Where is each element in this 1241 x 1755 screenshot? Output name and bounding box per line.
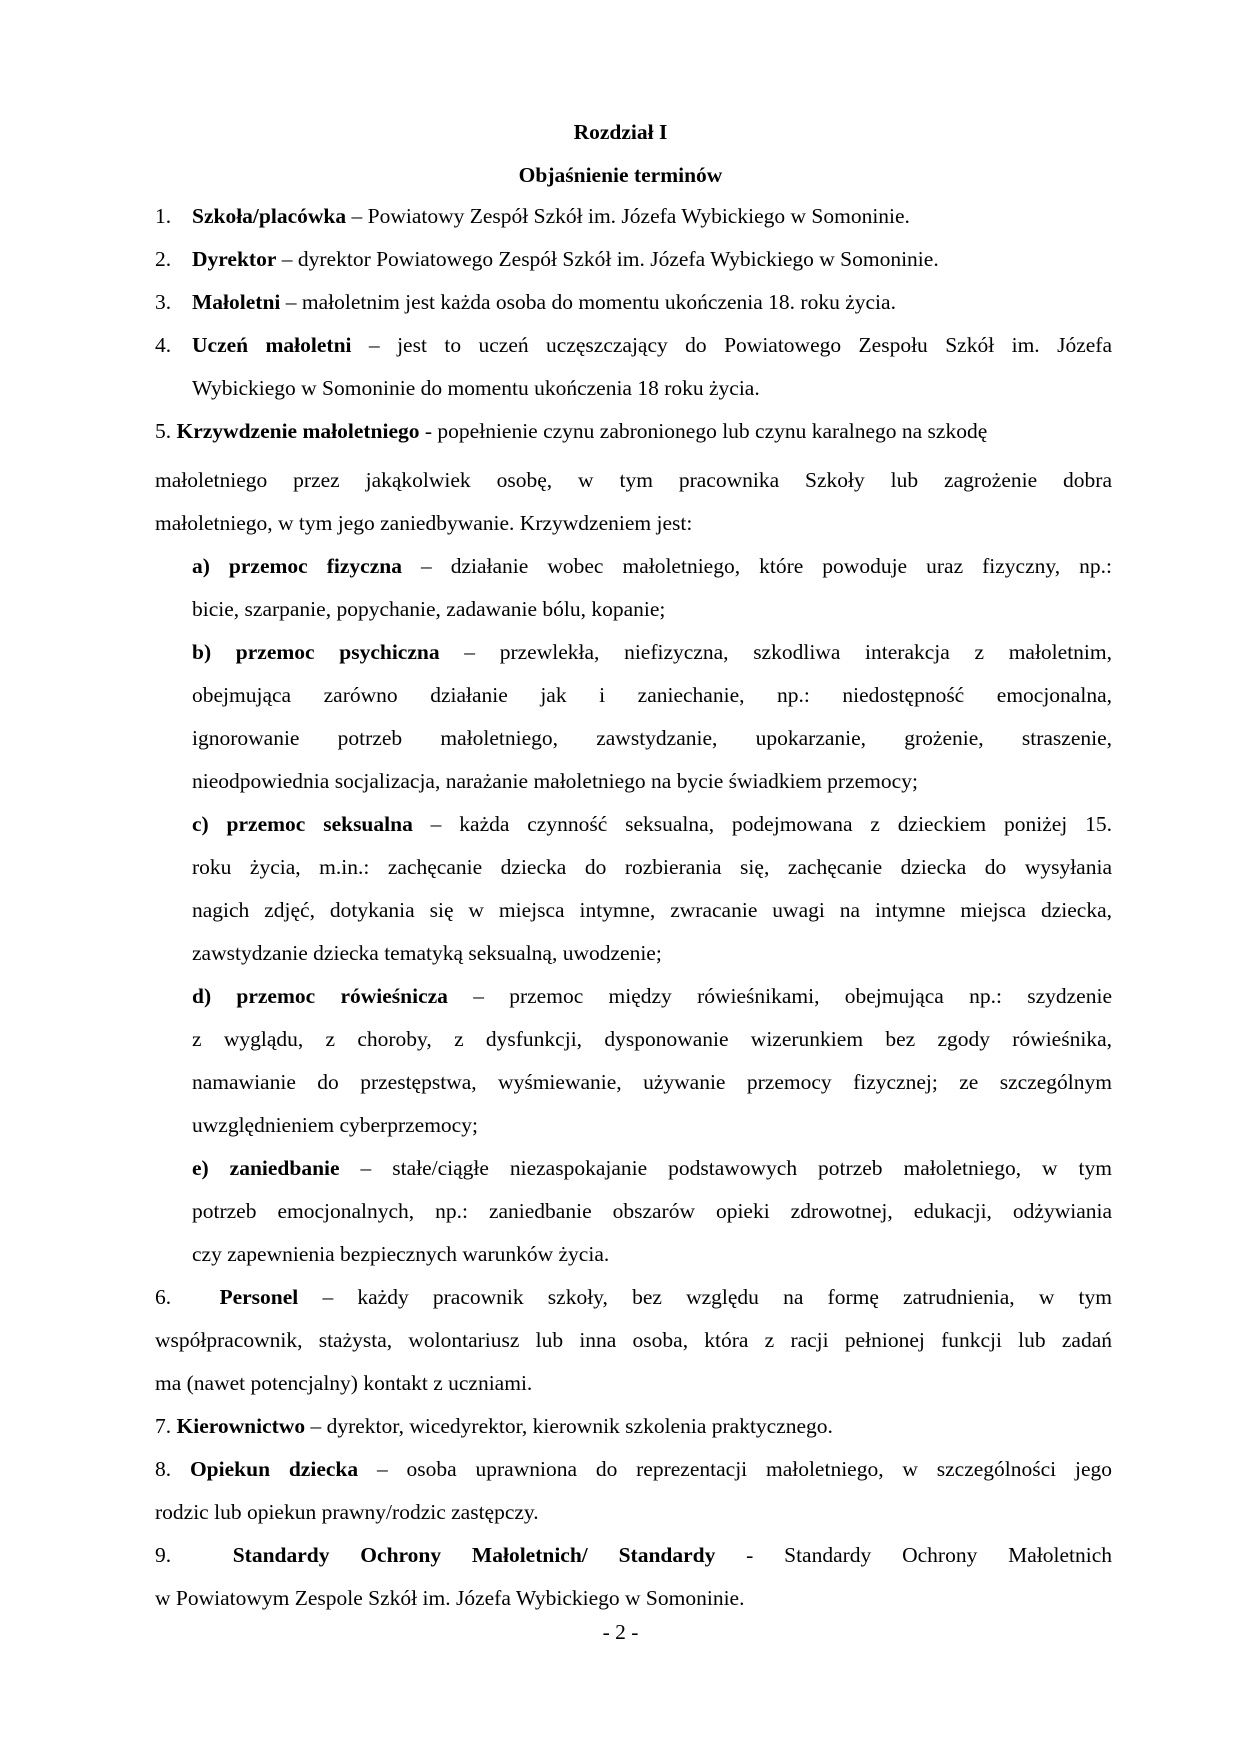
list-item <box>192 292 896 314</box>
term: Dyrektor <box>192 247 277 271</box>
term: Kierownictwo <box>176 1414 306 1438</box>
list-item <box>192 335 1112 357</box>
list-item-continuation: rodzic lub opiekun prawny/rodzic zastępczy. <box>155 1500 539 1524</box>
subitem <box>192 556 1112 578</box>
subitem-continuation: obejmująca zarówno działanie jak i zaniechanie, np.: niedostępność emocjonalna, <box>192 683 1112 707</box>
definition: – przemoc między rówieśnikami, obejmująca np.: szydzenie <box>447 984 1112 1008</box>
item-number: 2. <box>155 247 172 271</box>
list-item-continuation: małoletniego przez jakąkolwiek osobę, w tym pracownika Szkoły lub zagrożenie dobra <box>155 468 1112 492</box>
list-item-continuation: współpracownik, stażysta, wolontariusz lub inna osoba, która z racji pełnionej funkcji lub zadań <box>155 1328 1112 1352</box>
definition: – Powiatowy Zespół Szkół im. Józefa Wybickiego w Somoninie. <box>346 204 910 228</box>
list-item-continuation: w Powiatowym Zespole Szkół im. Józefa Wybickiego w Somoninie. <box>155 1586 745 1610</box>
subitem-continuation: roku życia, m.in.: zachęcanie dziecka do rozbierania się, zachęcanie dziecka do wysyłania <box>192 855 1112 879</box>
subitem <box>192 1158 1112 1180</box>
item-number: 9. <box>155 1543 172 1567</box>
term: Personel <box>219 1285 299 1309</box>
list-item <box>192 206 910 228</box>
item-number: 3. <box>155 290 172 314</box>
list-item <box>155 1416 833 1438</box>
list-item-continuation: ma (nawet potencjalny) kontakt z uczniami. <box>155 1371 533 1395</box>
item-number: 8. <box>155 1457 172 1481</box>
subitem <box>192 642 1112 664</box>
definition: - popełnienie czynu zabronionego lub czynu karalnego na szkodę <box>419 419 988 443</box>
term: c) przemoc seksualna <box>192 812 413 836</box>
subitem-continuation: zawstydzanie dziecka tematyką seksualną, uwodzenie; <box>192 941 662 965</box>
subitem-continuation: bicie, szarpanie, popychanie, zadawanie bólu, kopanie; <box>192 597 666 621</box>
term: a) przemoc fizyczna <box>192 554 402 578</box>
subitem-continuation: nagich zdjęć, dotykania się w miejsca intymne, zwracanie uwagi na intymne miejsca dziecka, <box>192 898 1112 922</box>
list-item <box>155 421 987 443</box>
subitem <box>192 986 1112 1008</box>
definition: – każda czynność seksualna, podejmowana z dzieckiem poniżej 15. <box>412 812 1112 836</box>
item-number: 4. <box>155 333 172 357</box>
subitem-continuation: potrzeb emocjonalnych, np.: zaniedbanie obszarów opieki zdrowotnej, edukacji, odżywiania <box>192 1199 1112 1223</box>
definition: – małoletnim jest każda osoba do momentu ukończenia 18. roku życia. <box>280 290 896 314</box>
definition: – przewlekła, niefizyczna, szkodliwa interakcja z małoletnim, <box>439 640 1112 664</box>
definition: – osoba uprawniona do reprezentacji małoletniego, w szczególności jego <box>358 1457 1112 1481</box>
subitem-continuation: uwzględnieniem cyberprzemocy; <box>192 1113 478 1137</box>
definition: – działanie wobec małoletniego, które powoduje uraz fizyczny, np.: <box>401 554 1112 578</box>
subitem-continuation: czy zapewnienia bezpiecznych warunków życia. <box>192 1242 610 1266</box>
list-item <box>155 1459 1112 1481</box>
term: Uczeń małoletni <box>192 333 352 357</box>
definition: – dyrektor Powiatowego Zespół Szkół im. Józefa Wybickiego w Somoninie. <box>276 247 939 271</box>
definition: – dyrektor, wicedyrektor, kierownik szkolenia praktycznego. <box>305 1414 833 1438</box>
page-number: - 2 - <box>602 1620 639 1644</box>
subitem-continuation: z wyglądu, z choroby, z dysfunkcji, dysponowanie wizerunkiem bez zgody rówieśnika, <box>192 1027 1112 1051</box>
term: Małoletni <box>192 290 281 314</box>
chapter-heading: Rozdział I <box>573 120 668 144</box>
subitem <box>192 814 1112 836</box>
term: Krzywdzenie małoletniego <box>176 419 420 443</box>
subitem-continuation: namawianie do przestępstwa, wyśmiewanie, używanie przemocy fizycznej; ze szczególnym <box>192 1070 1112 1094</box>
item-number: 7. <box>155 1414 172 1438</box>
item-number: 6. <box>155 1285 172 1309</box>
definition: - Standardy Ochrony Małoletnich <box>715 1543 1112 1567</box>
term: Opiekun dziecka <box>189 1457 359 1481</box>
list-item-continuation: Wybickiego w Somoninie do momentu ukończenia 18 roku życia. <box>192 376 760 400</box>
subitem-continuation: nieodpowiednia socjalizacja, narażanie małoletniego na bycie świadkiem przemocy; <box>192 769 918 793</box>
item-number: 5. <box>155 419 172 443</box>
term: d) przemoc rówieśnicza <box>192 984 448 1008</box>
term: b) przemoc psychiczna <box>192 640 440 664</box>
item-number: 1. <box>155 204 172 228</box>
list-item-continuation: małoletniego, w tym jego zaniedbywanie. Krzywdzeniem jest: <box>155 511 693 535</box>
subitem-continuation: ignorowanie potrzeb małoletniego, zawstydzanie, upokarzanie, grożenie, straszenie, <box>192 726 1112 750</box>
list-item <box>155 1287 1112 1309</box>
definition: – jest to uczeń uczęszczający do Powiatowego Zespołu Szkół im. Józefa <box>351 333 1112 357</box>
term: Standardy Ochrony Małoletnich/ Standardy <box>232 1543 716 1567</box>
list-item <box>155 1545 1112 1567</box>
list-item <box>192 249 939 271</box>
term: Szkoła/placówka <box>192 204 347 228</box>
page-title: Objaśnienie terminów <box>518 163 723 187</box>
definition: – każdy pracownik szkoły, bez względu na formę zatrudnienia, w tym <box>298 1285 1112 1309</box>
definition: – stałe/ciągłe niezaspokajanie podstawowych potrzeb małoletniego, w tym <box>339 1156 1112 1180</box>
term: e) zaniedbanie <box>192 1156 340 1180</box>
